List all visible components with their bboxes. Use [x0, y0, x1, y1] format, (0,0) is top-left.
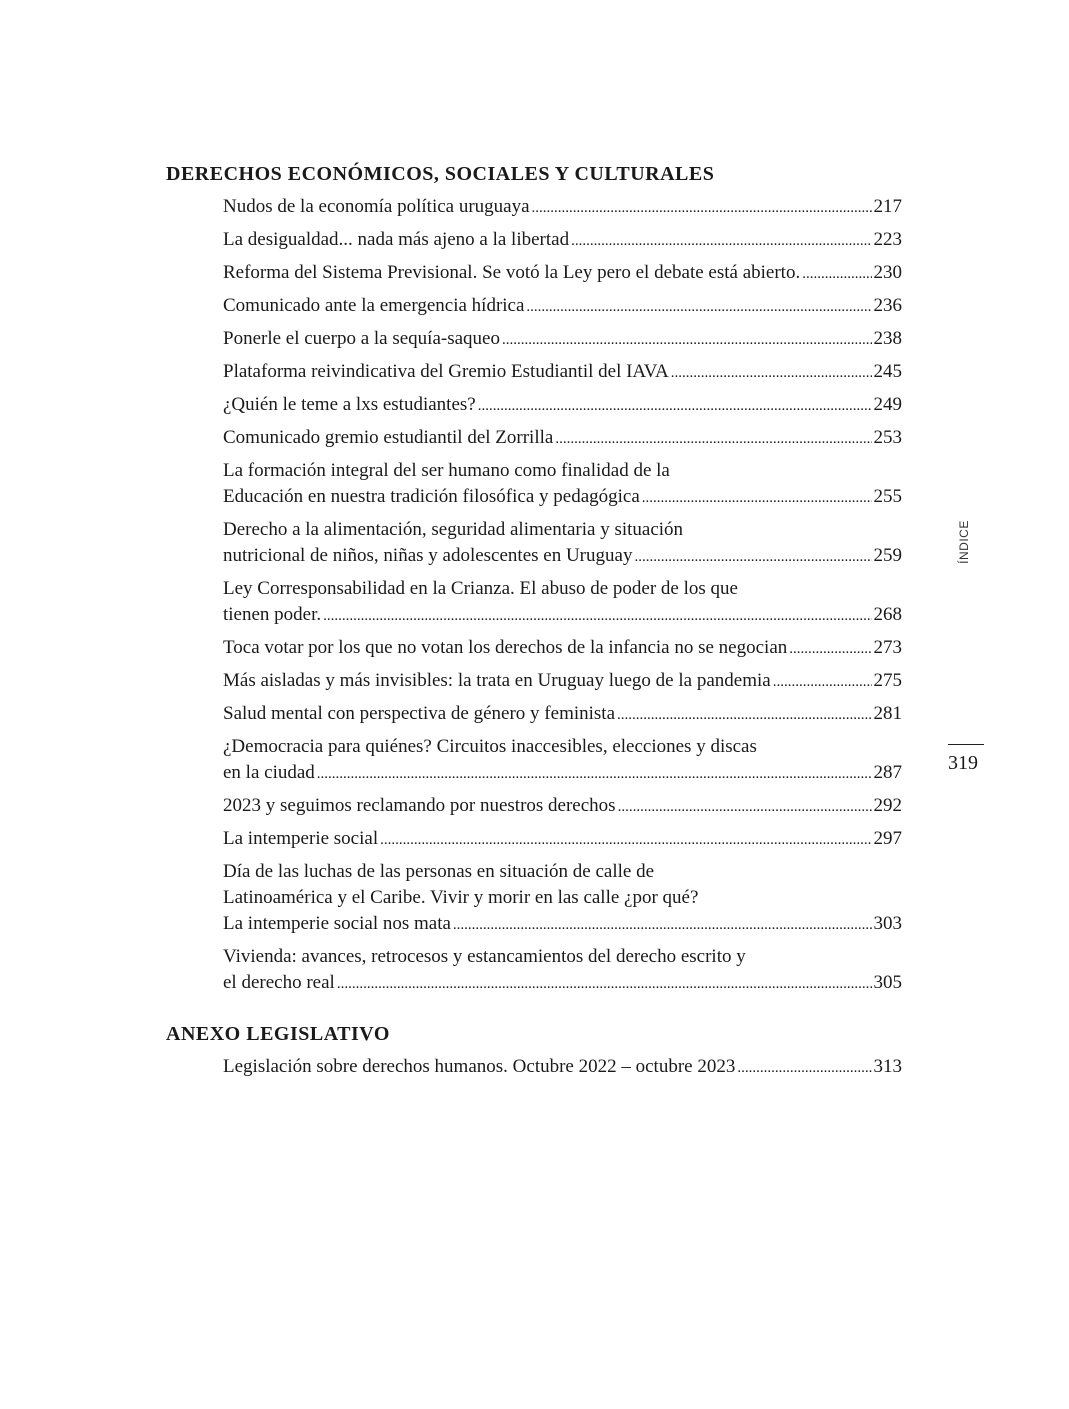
toc-entry [223, 458, 902, 511]
toc-entry [223, 359, 902, 386]
toc-entry-title-line: Más aisladas y más invisibles: la trata en Uruguay luego de la pandemia [223, 670, 771, 691]
toc-entry [223, 576, 902, 629]
section-title: DERECHOS ECONÓMICOS, SOCIALES Y CULTURALES [166, 163, 715, 185]
dot-leader [617, 702, 871, 728]
toc-entry-title-line: Ley Corresponsabilidad en la Crianza. El abuso de poder de los que [223, 578, 738, 599]
dot-leader [526, 294, 871, 320]
toc-entry-page: 303 [873, 913, 902, 934]
toc-entry-last-line [223, 227, 902, 254]
dot-leader [323, 603, 871, 629]
toc-entry-last-line [223, 543, 902, 570]
toc-entry-title-line: Ponerle el cuerpo a la sequía-saqueo [223, 328, 500, 349]
toc-entry-title-line: La formación integral del ser humano como finalidad de la [223, 460, 670, 481]
toc-entry-page: 249 [873, 394, 902, 415]
dot-leader [789, 636, 871, 662]
toc-entry-title-line: en la ciudad [223, 762, 315, 783]
toc-entry-title-line: el derecho real [223, 972, 335, 993]
toc-entry-title-line: La intemperie social [223, 828, 379, 849]
toc-entry-title-line: 2023 y seguimos reclamando por nuestros derechos [223, 795, 616, 816]
toc-entry-page: 313 [873, 1056, 902, 1077]
toc-entry [223, 701, 902, 728]
toc-entry-title-line: Toca votar por los que no votan los derechos de la infancia no se negocian [223, 637, 788, 658]
page-number: 319 [948, 752, 978, 774]
toc-entry-title-line: Vivienda: avances, retrocesos y estancamientos del derecho escrito y [223, 946, 746, 967]
dot-leader [634, 544, 871, 570]
toc-entry-title-line: Reforma del Sistema Previsional. Se votó la Ley pero el debate está abierto. [223, 262, 801, 283]
toc-entry-last-line [223, 760, 902, 787]
toc-entry-title-line: Comunicado ante la emergencia hídrica [223, 295, 525, 316]
toc-entry-page: 253 [873, 427, 902, 448]
side-label-text: ÍNDICE [957, 520, 971, 564]
toc-section-desc [166, 160, 906, 1003]
toc-entry-last-line [223, 668, 902, 695]
toc-entry-title-line: Día de las luchas de las personas en situación de calle de [223, 861, 655, 882]
toc-entry-title-line: Nudos de la economía política uruguaya [223, 196, 530, 217]
dot-leader [642, 485, 872, 511]
toc-entry-last-line [223, 1054, 902, 1081]
dot-leader [532, 195, 872, 221]
toc-entry-page: 281 [873, 703, 902, 724]
toc-entry-last-line [223, 635, 902, 662]
dot-leader [571, 228, 871, 254]
toc-entry-title-line: La intemperie social nos mata [223, 913, 451, 934]
toc-entry [223, 425, 902, 452]
toc-entry-title-line: ¿Democracia para quiénes? Circuitos inaccesibles, elecciones y discas [223, 736, 757, 757]
toc-entry [223, 635, 902, 662]
toc-entry [223, 734, 902, 787]
toc-entry-title-line: Comunicado gremio estudiantil del Zorrilla [223, 427, 554, 448]
toc-entry-title-line: Plataforma reivindicativa del Gremio Estudiantil del IAVA [223, 361, 669, 382]
toc-entry-last-line [223, 484, 902, 511]
toc-entry-last-line [223, 359, 902, 386]
section-title: ANEXO LEGISLATIVO [166, 1023, 390, 1045]
toc-entry-last-line [223, 793, 902, 820]
toc-entry-page: 217 [873, 196, 902, 217]
toc-entry-last-line [223, 194, 902, 221]
dot-leader [618, 794, 872, 820]
toc-entry-last-line [223, 701, 902, 728]
toc-entry [223, 326, 902, 353]
toc-entry [223, 1054, 902, 1081]
toc-entry-page: 287 [873, 762, 902, 783]
toc-entry-page: 297 [873, 828, 902, 849]
toc-entry [223, 793, 902, 820]
toc-entry-title-line: nutricional de niños, niñas y adolescentes en Uruguay [223, 545, 633, 566]
toc-entry-page: 259 [873, 545, 902, 566]
toc-entry-page: 245 [873, 361, 902, 382]
toc-entry-page: 255 [873, 486, 902, 507]
toc-entry [223, 260, 902, 287]
dot-leader [802, 261, 871, 287]
toc-entry-page: 305 [873, 972, 902, 993]
toc-entry [223, 944, 902, 997]
toc-entry-title-line: Legislación sobre derechos humanos. Octubre 2022 – octubre 2023 [223, 1056, 736, 1077]
toc-entry-title-line: Educación en nuestra tradición filosófica y pedagógica [223, 486, 640, 507]
toc-entry-last-line [223, 392, 902, 419]
toc-entry-last-line [223, 970, 902, 997]
toc-entry-last-line [223, 326, 902, 353]
dot-leader [555, 426, 871, 452]
toc-entry [223, 293, 902, 320]
side-running-label [953, 512, 975, 572]
toc-entry [223, 859, 902, 938]
toc-entry-page: 268 [873, 604, 902, 625]
toc-entry-last-line [223, 826, 902, 853]
toc-entry-last-line [223, 425, 902, 452]
toc-entry-page: 292 [873, 795, 902, 816]
toc-entry [223, 227, 902, 254]
dot-leader [453, 912, 872, 938]
toc-entry-title-line: Salud mental con perspectiva de género y feminista [223, 703, 616, 724]
toc-entry-title-line: tienen poder. [223, 604, 322, 625]
dot-leader [478, 393, 872, 419]
page-number-rule [948, 744, 984, 745]
dot-leader [502, 327, 872, 353]
toc-entry-page: 236 [873, 295, 902, 316]
toc-entries [223, 194, 902, 997]
toc-entry-last-line [223, 293, 902, 320]
toc-entries [223, 1054, 902, 1081]
toc-entry [223, 392, 902, 419]
toc-entry-title-line: ¿Quién le teme a lxs estudiantes? [223, 394, 476, 415]
toc-entry [223, 826, 902, 853]
toc-entry [223, 668, 902, 695]
toc-section-anexo [166, 1020, 906, 1087]
dot-leader [317, 761, 872, 787]
toc-entry-last-line [223, 911, 902, 938]
toc-entry-title-line: Latinoamérica y el Caribe. Vivir y morir en las calle ¿por qué? [223, 887, 699, 908]
toc-entry-page: 273 [873, 637, 902, 658]
toc-entry-last-line [223, 260, 902, 287]
toc-entry-page: 275 [873, 670, 902, 691]
dot-leader [380, 827, 871, 853]
dot-leader [671, 360, 872, 386]
toc-entry [223, 194, 902, 221]
toc-entry-title-line: La desigualdad... nada más ajeno a la libertad [223, 229, 570, 250]
toc-entry-title-line: Derecho a la alimentación, seguridad alimentaria y situación [223, 519, 684, 540]
dot-leader [737, 1055, 871, 1081]
toc-entry-last-line [223, 602, 902, 629]
toc-entry-page: 238 [873, 328, 902, 349]
dot-leader [337, 971, 872, 997]
toc-entry-page: 230 [873, 262, 902, 283]
dot-leader [773, 669, 872, 695]
toc-entry-page: 223 [873, 229, 902, 250]
toc-entry [223, 517, 902, 570]
